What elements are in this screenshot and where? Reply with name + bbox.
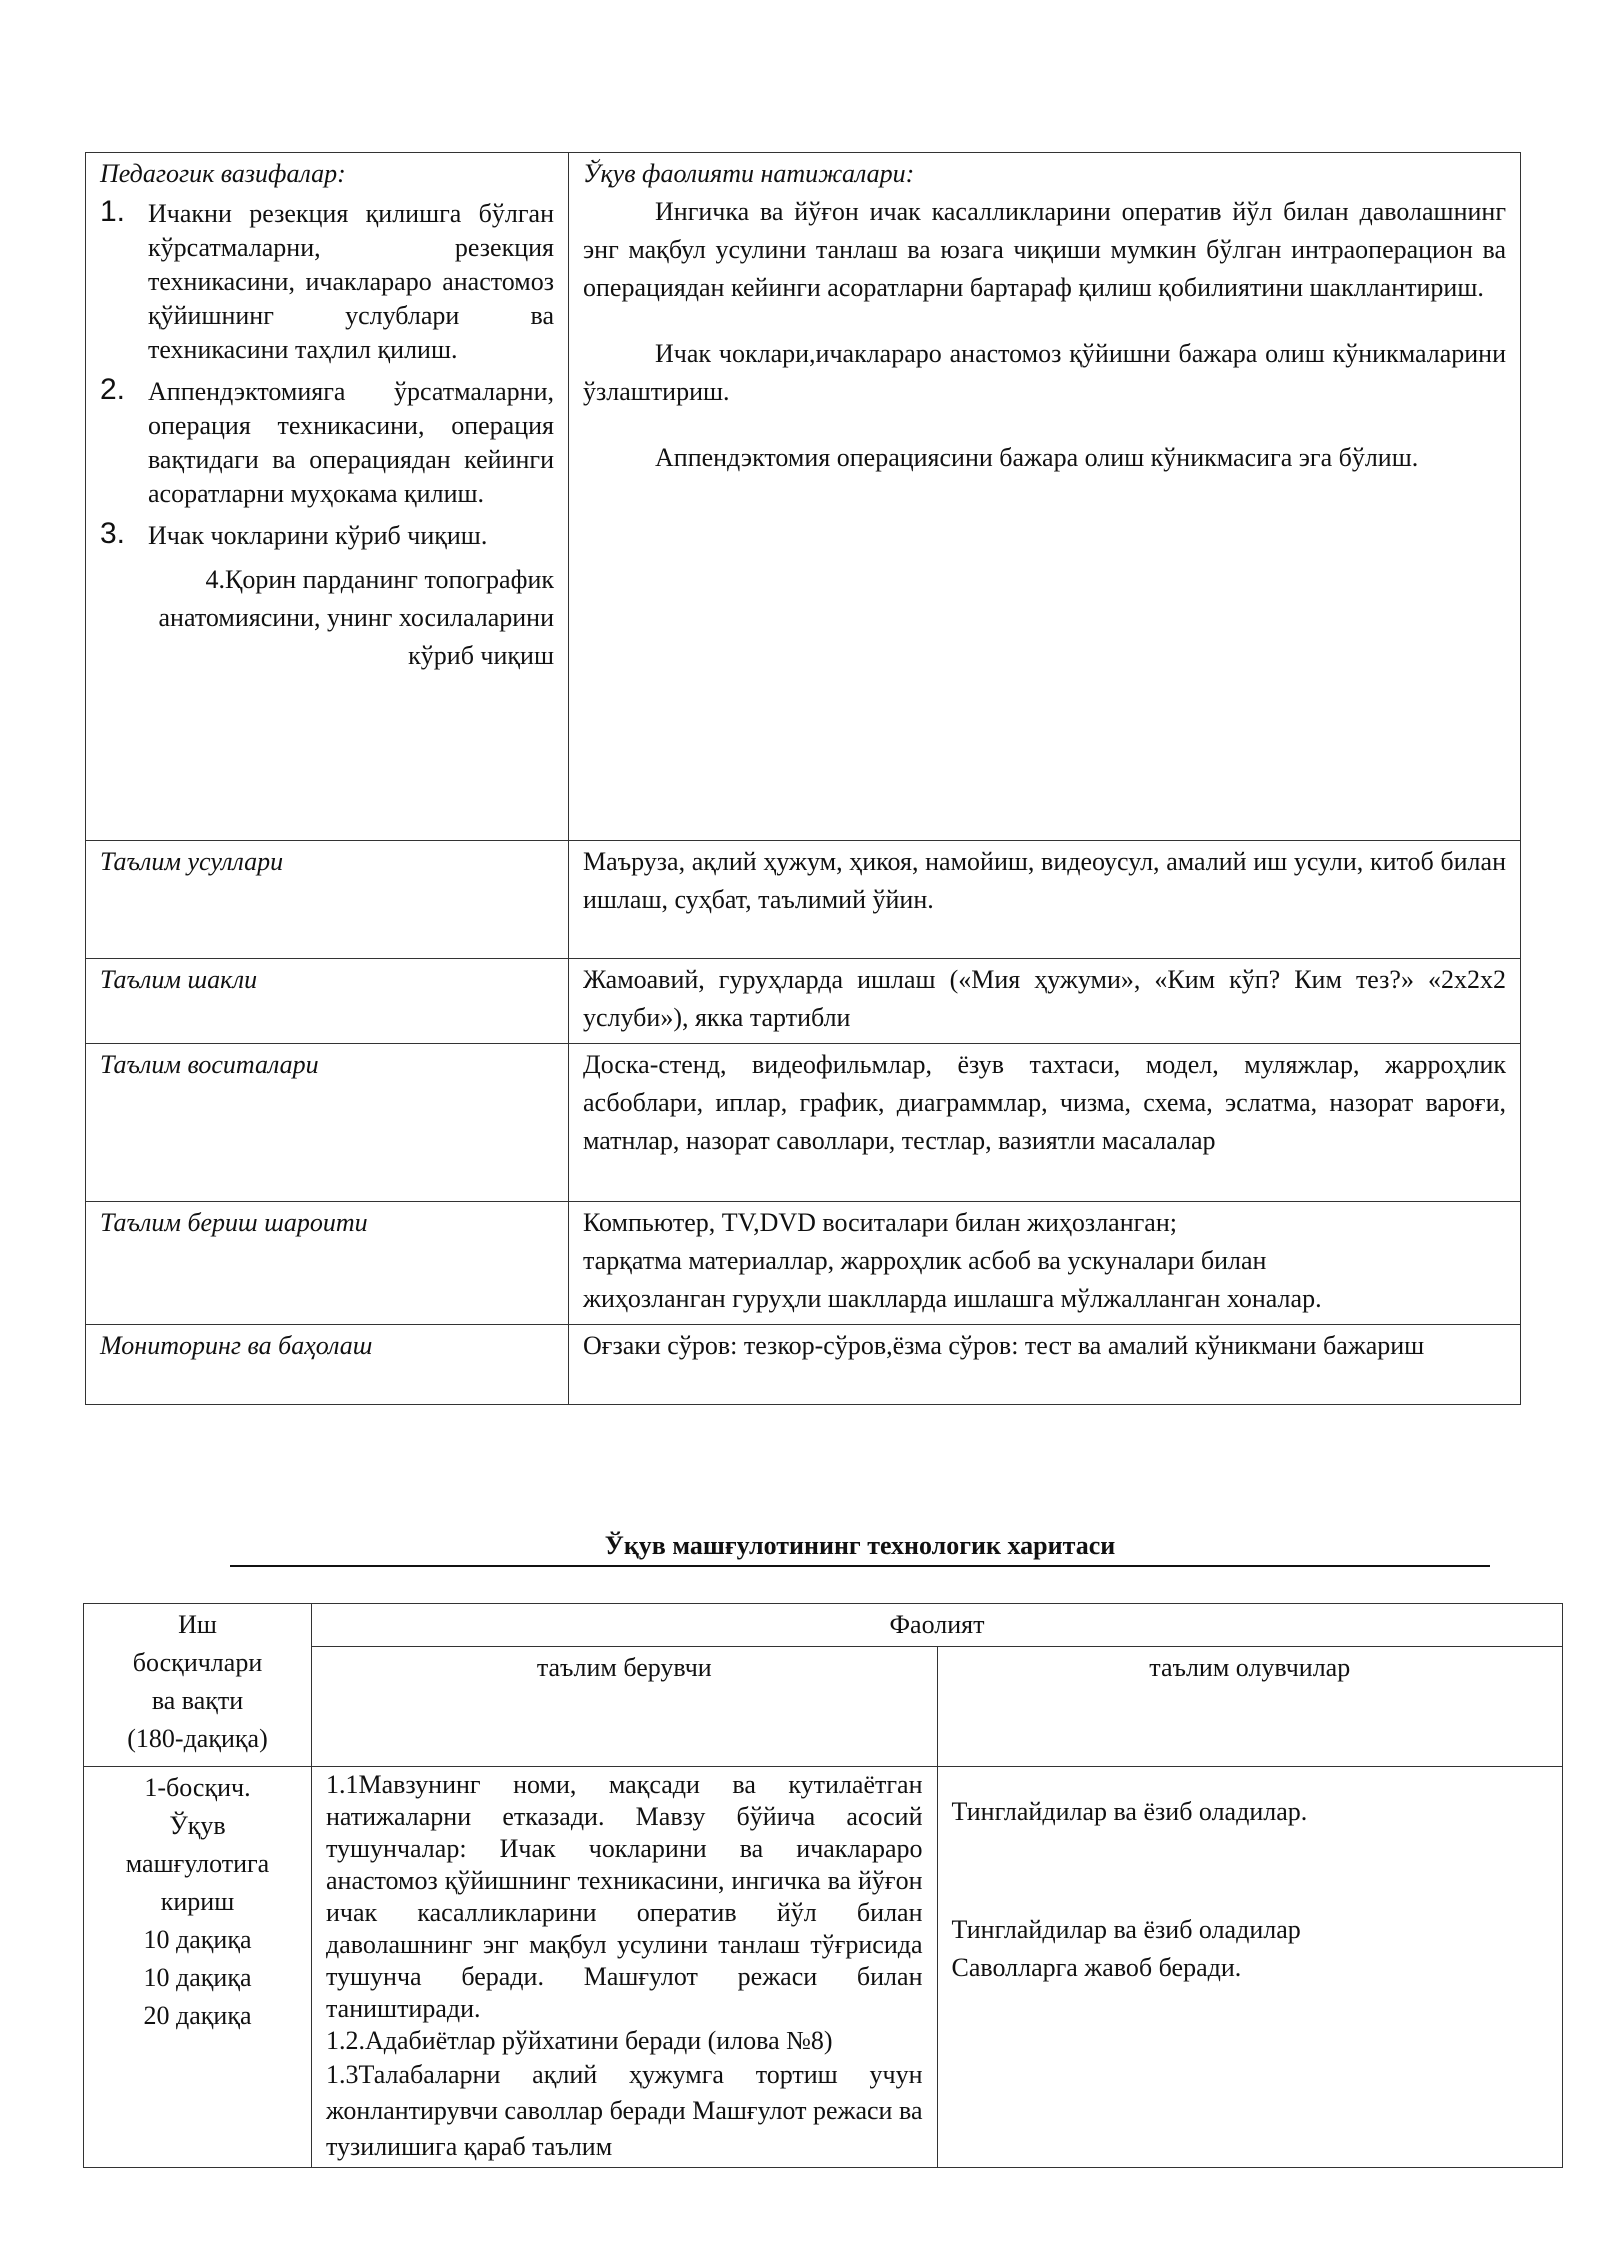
section-title: Ўқув машғулотининг технологик харитаси	[604, 1531, 1116, 1560]
row-label: Таълим усуллари	[86, 841, 569, 959]
stage-line: Ўқув	[169, 1811, 226, 1840]
teacher-header: таълим берувчи	[312, 1647, 938, 1767]
stage-line: машғулотига	[125, 1849, 270, 1878]
stage-line: 10 дақиқа	[143, 1963, 252, 1992]
row-value: Доска-стенд, видеофильмлар, ёзув тахтаси, модел, муляжлар, жарроҳлик асбоблари, иплар, график, диаграммлар, чизма, схема, эслатма, назорат вароғи, матнлар, назорат саволлари, тестлар, вазиятли масалалар	[569, 1044, 1521, 1202]
row-value: Оғзаки сўров: тезкор-сўров,ёзма сўров: тест ва амалий кўникмани бажариш	[569, 1325, 1521, 1405]
stage-line: 20 дақиқа	[143, 2001, 252, 2030]
pedagogical-tasks-cell	[86, 153, 569, 841]
student-activity: Тинглайдилар ва ёзиб оладилар.	[951, 1797, 1308, 1826]
list-number: 2.	[100, 373, 126, 406]
section-title-underline	[230, 1565, 1490, 1567]
students-cell	[937, 1767, 1563, 2168]
list-item	[100, 197, 554, 367]
lesson-info-table	[85, 152, 1521, 1405]
table-row	[86, 1044, 1521, 1202]
table-row	[84, 1604, 1563, 1647]
activity-header: Фаолият	[312, 1604, 1563, 1647]
teacher-activity: 1.3Талабаларни ақлий ҳужумга тортиш учун жонлантирувчи саволлар беради Машғулот режаси ва тузилишига қараб таълим	[326, 2060, 923, 2161]
stage-cell	[84, 1767, 312, 2168]
table-row	[86, 1202, 1521, 1325]
row-label: Таълим шакли	[86, 959, 569, 1044]
list-item-text: Ичак чокларини кўриб чиқиш.	[148, 521, 488, 550]
list-item	[100, 519, 554, 553]
stage-line: кириш	[160, 1887, 235, 1916]
value-line: тарқатма материаллар, жарроҳлик асбоб ва ускуналари билан	[583, 1246, 1267, 1275]
stage-line: 10 дақиқа	[143, 1925, 252, 1954]
teacher-activity: 1.1Мавзунинг номи, мақсади ва кутилаётган натижаларни етказади. Мавзу бўйича асосий тушунчалар: Ичак чокларини ва ичаклараро анастомоз қўйишнинг техникасини, ингичка ва йўғон ичак касалликларини оператив йўл билан даволашнинг энг мақбул усулини танлаш тўғрисида тушунча беради. Машғулот режаси билан таништиради.	[326, 1770, 923, 2023]
list-item-text: Ичакни резекция қилишга бўлган кўрсатмаларни, резекция техникасини, ичаклараро анастомоз қўйишнинг услублари ва техникасини таҳлил қилиш.	[148, 199, 554, 364]
outcome-paragraph: Ичак чоклари,ичаклараро анастомоз қўйишни бажара олиш кўникмаларини ўзлаштириш.	[583, 339, 1506, 406]
row-value: Маъруза, ақлий ҳужум, ҳикоя, намойиш, видеоусул, амалий иш усули, китоб билан ишлаш, суҳбат, таълимий ўйин.	[569, 841, 1521, 959]
value-line: Компьютер, TV,DVD воситалари билан жиҳозланган;	[583, 1208, 1177, 1237]
pedagogical-task-4: 4.Қорин парданинг топографик анатомиясини, унинг хосилаларини кўриб чиқиш	[158, 565, 554, 670]
outcome-paragraph: Ингичка ва йўғон ичак касалликларини оператив йўл билан даволашнинг энг мақбул усулини танлаш ва юзага чиқиши мумкин бўлган интраоперацион ва операциядан кейинги асоратларни бартараф қилиш қобилиятини шакллантириш.	[583, 197, 1506, 302]
pedagogical-tasks-label: Педагогик вазифалар:	[100, 159, 346, 188]
stage-header-cell	[84, 1604, 312, 1767]
list-number: 3.	[100, 517, 126, 550]
table-row	[86, 1325, 1521, 1405]
teacher-activity: 1.2.Адабиётлар рўйхатини беради (илова №8)	[326, 2026, 833, 2055]
stage-line: 1-босқич.	[144, 1773, 251, 1802]
table-row	[86, 959, 1521, 1044]
student-activity: Тинглайдилар ва ёзиб оладилар	[951, 1915, 1301, 1944]
list-item	[100, 375, 554, 511]
learning-outcomes-label: Ўқув фаолияти натижалари:	[583, 159, 915, 188]
teacher-cell	[312, 1767, 938, 2168]
table-row	[84, 1767, 1563, 2168]
pedagogical-tasks-list	[100, 197, 554, 553]
table-row	[86, 153, 1521, 841]
list-item-text: Аппендэктомияга ўрсатмаларни, операция техникасини, операция вақтидаги ва операциядан кейинги асоратларни муҳокама қилиш.	[148, 377, 554, 508]
row-value: Жамоавий, гуруҳларда ишлаш («Мия ҳужуми», «Ким кўп? Ким тез?» «2х2х2 услуби»), якка тартибли	[569, 959, 1521, 1044]
header-line: (180-дақиқа)	[127, 1724, 268, 1753]
header-line: ва вақти	[151, 1686, 244, 1715]
row-label: Таълим воситалари	[86, 1044, 569, 1202]
technology-map-table	[83, 1603, 1563, 2168]
row-label: Таълим бериш шароити	[86, 1202, 569, 1325]
outcome-paragraph: Аппендэктомия операциясини бажара олиш кўникмасига эга бўлиш.	[655, 443, 1419, 472]
row-value	[569, 1202, 1521, 1325]
value-line: жиҳозланган гуруҳли шаклларда ишлашга мўлжалланган хоналар.	[583, 1284, 1322, 1313]
header-line: босқичлари	[132, 1648, 263, 1677]
list-number: 1.	[100, 195, 126, 228]
learning-outcomes-cell	[569, 153, 1521, 841]
table-row	[86, 841, 1521, 959]
row-label: Мониторинг ва баҳолаш	[86, 1325, 569, 1405]
header-line: Иш	[178, 1610, 217, 1639]
student-activity: Саволларга жавоб беради.	[951, 1953, 1242, 1982]
students-header: таълим олувчилар	[937, 1647, 1563, 1767]
